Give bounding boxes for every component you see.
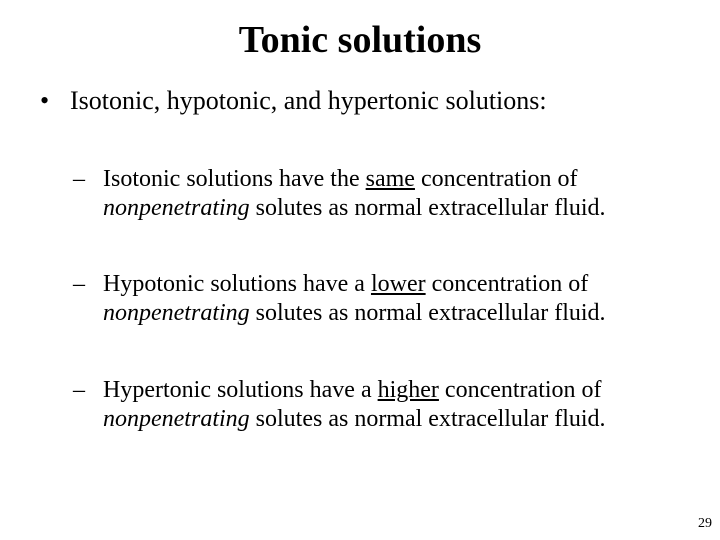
sub-bullet-dash: –: [73, 377, 85, 403]
sub-bullet-hypertonic: [73, 376, 713, 434]
sub-bullet-text-before: Hypertonic solutions have a: [103, 377, 378, 403]
sub-bullet-hypotonic: [73, 270, 713, 328]
sub-bullet-text-rest: solutes as normal extracellular fluid.: [249, 406, 606, 432]
slide-title: Tonic solutions: [238, 19, 482, 61]
emphasis-word: same: [365, 166, 415, 192]
italic-term: nonpenetrating: [103, 406, 250, 432]
main-bullet-text: Isotonic, hypotonic, and hypertonic solutions:: [70, 86, 547, 115]
italic-term: nonpenetrating: [103, 195, 250, 221]
sub-bullet-text-after: concentration of: [425, 271, 589, 297]
sub-bullet-text-after: concentration of: [438, 377, 602, 403]
sub-bullet-line-2: [73, 405, 713, 434]
emphasis-word: lower: [370, 271, 426, 297]
sub-bullet-line-1: [73, 270, 713, 299]
page-number: 29: [698, 516, 712, 531]
sub-bullet-text-before: Isotonic solutions have the: [103, 166, 366, 192]
sub-bullet-dash: –: [73, 271, 85, 297]
sub-bullet-text-before: Hypotonic solutions have a: [103, 271, 371, 297]
sub-bullet-isotonic: [73, 165, 713, 223]
sub-bullet-text-rest: solutes as normal extracellular fluid.: [249, 195, 606, 221]
main-bullet: [40, 84, 547, 118]
sub-bullet-line-2: [73, 299, 713, 328]
italic-term: nonpenetrating: [103, 300, 250, 326]
bullet-marker: •: [40, 86, 50, 115]
sub-bullet-dash: –: [73, 166, 85, 192]
emphasis-word: higher: [377, 377, 439, 403]
sub-bullet-text-rest: solutes as normal extracellular fluid.: [249, 300, 606, 326]
sub-bullet-line-2: [73, 194, 713, 223]
sub-bullet-line-1: [73, 165, 713, 194]
sub-bullet-text-after: concentration of: [414, 166, 578, 192]
sub-bullet-line-1: [73, 376, 713, 405]
